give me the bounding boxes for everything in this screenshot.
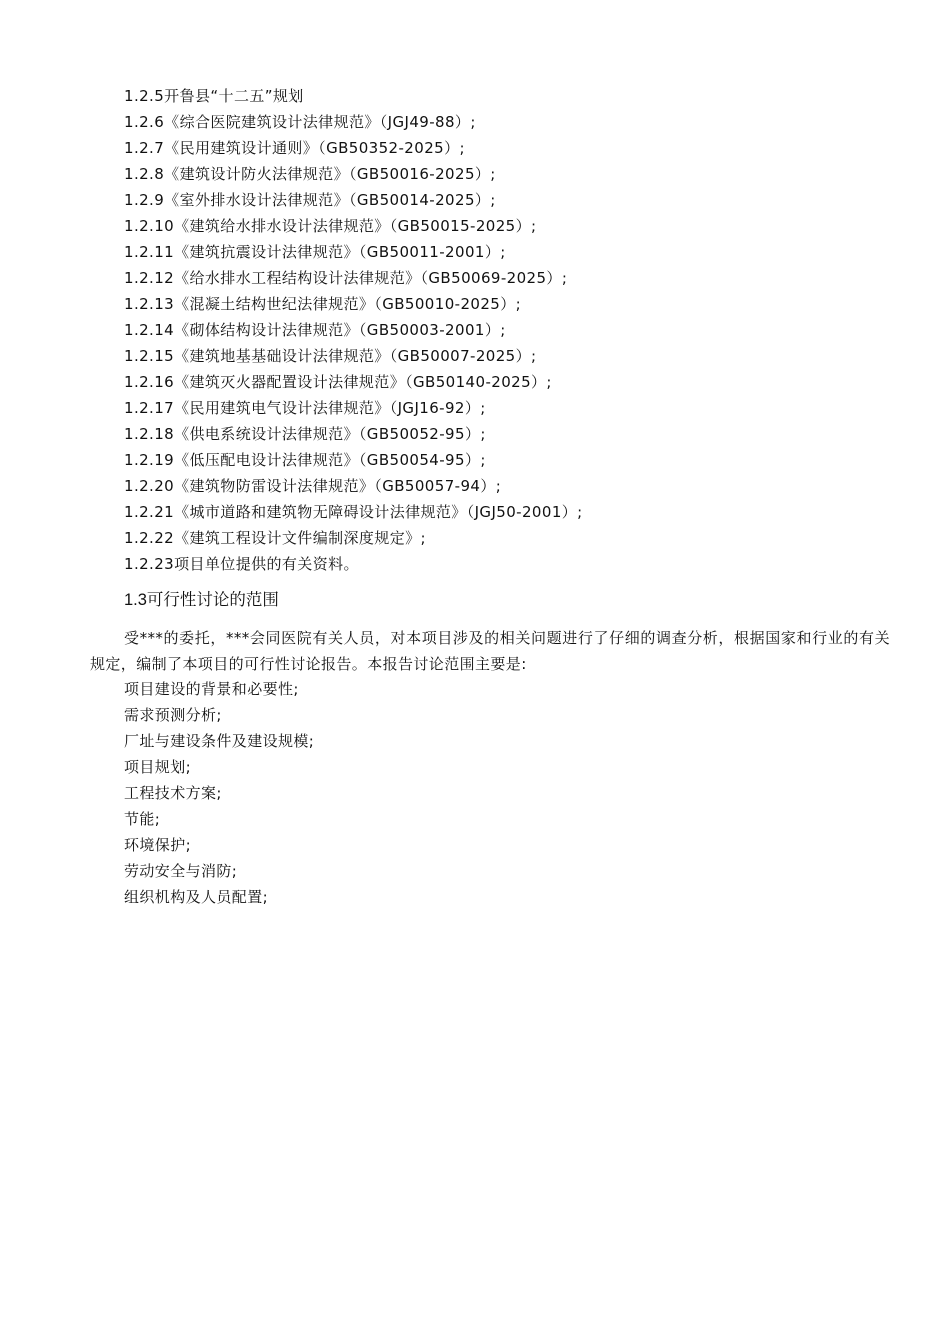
scope-item: 项目规划;	[124, 758, 192, 776]
section-paragraph: 受***的委托，***会同医院有关人员，对本项目涉及的相关问题进行了仔细的调查分析，根据国家和行业的有关规定，编制了本项目的可行性讨论报告。本报告讨论范围主要是:	[90, 629, 890, 673]
reference-item: 1.2.14《砌体结构设计法律规范》（GB50003-2001）;	[124, 321, 506, 339]
reference-item: 1.2.17《民用建筑电气设计法律规范》（JGJ16-92）;	[124, 399, 486, 417]
reference-item: 1.2.5开鲁县“十二五”规划	[124, 87, 304, 105]
reference-item: 1.2.22《建筑工程设计文件编制深度规定》;	[124, 529, 426, 547]
reference-item: 1.2.6《综合医院建筑设计法律规范》（JGJ49-88）;	[124, 113, 476, 131]
reference-item: 1.2.19《低压配电设计法律规范》（GB50054-95）;	[124, 451, 486, 469]
scope-item: 组织机构及人员配置;	[124, 888, 269, 906]
scope-item: 节能;	[124, 810, 161, 828]
scope-item: 工程技术方案;	[124, 784, 222, 802]
reference-item: 1.2.20《建筑物防雷设计法律规范》（GB50057-94）;	[124, 477, 502, 495]
reference-item: 1.2.7《民用建筑设计通则》（GB50352-2025）;	[124, 139, 465, 157]
reference-item: 1.2.11《建筑抗震设计法律规范》（GB50011-2001）;	[124, 243, 506, 261]
scope-item: 劳动安全与消防;	[124, 862, 238, 880]
reference-item: 1.2.18《供电系统设计法律规范》（GB50052-95）;	[124, 425, 486, 443]
reference-item: 1.2.13《混凝土结构世纪法律规范》（GB50010-2025）;	[124, 295, 522, 313]
reference-item: 1.2.12《给水排水工程结构设计法律规范》（GB50069-2025）;	[124, 269, 568, 287]
reference-item: 1.2.9《室外排水设计法律规范》（GB50014-2025）;	[124, 191, 496, 209]
reference-item: 1.2.10《建筑给水排水设计法律规范》（GB50015-2025）;	[124, 217, 537, 235]
scope-item: 项目建设的背景和必要性;	[124, 680, 299, 698]
scope-item: 厂址与建设条件及建设规模;	[124, 732, 315, 750]
reference-item: 1.2.8《建筑设计防火法律规范》（GB50016-2025）;	[124, 165, 496, 183]
reference-item: 1.2.15《建筑地基基础设计法律规范》（GB50007-2025）;	[124, 347, 537, 365]
reference-item: 1.2.21《城市道路和建筑物无障碍设计法律规范》（JGJ50-2001）;	[124, 503, 583, 521]
scope-item: 需求预测分析;	[124, 706, 222, 724]
reference-item: 1.2.23项目单位提供的有关资料。	[124, 555, 359, 573]
section-heading: 1.3可行性讨论的范围	[124, 591, 279, 609]
scope-item: 环境保护;	[124, 836, 192, 854]
reference-item: 1.2.16《建筑灭火器配置设计法律规范》（GB50140-2025）;	[124, 373, 552, 391]
